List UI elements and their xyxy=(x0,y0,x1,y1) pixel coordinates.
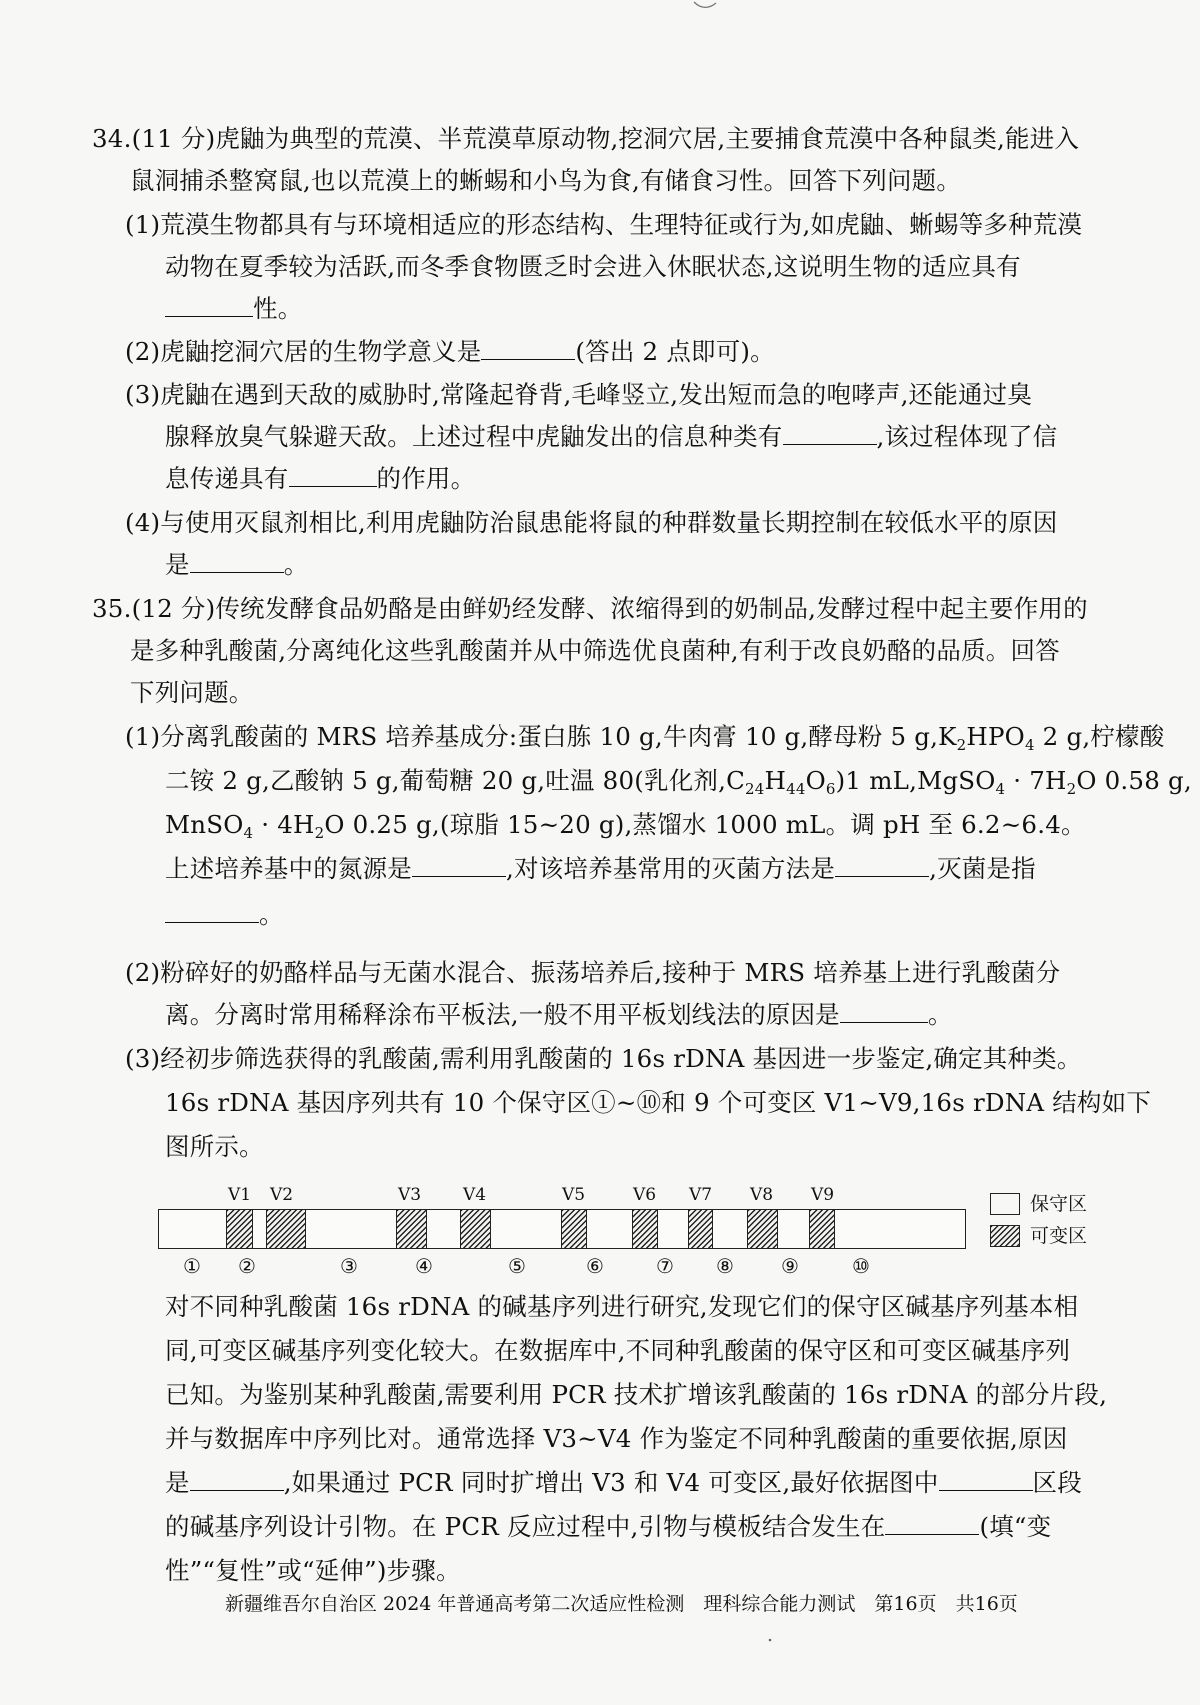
q35-part2-line1: (2)粉碎好的奶酪样品与无菌水混合、振荡培养后,接种于 MRS 培养基上进行乳酸菌分 xyxy=(125,958,1061,987)
label-v7: V7 xyxy=(689,1185,713,1205)
q35-part1-line4: 上述培养基中的氮源是 ,对该培养基常用的灭菌方法是 ,灭菌是指 xyxy=(165,854,1036,883)
label-conserved-2: ② xyxy=(238,1254,256,1278)
label-v4: V4 xyxy=(463,1185,487,1205)
legend-conserved-swatch xyxy=(990,1193,1020,1215)
label-conserved-9: ⑨ xyxy=(781,1254,799,1278)
variable-region-v6 xyxy=(632,1209,658,1249)
q35-intro-line1: 35.(12 分)传统发酵食品奶酪是由鲜奶经发酵、浓缩得到的奶制品,发酵过程中起主要作用的 xyxy=(92,594,1088,623)
variable-region-v2 xyxy=(266,1209,306,1249)
q34-part1-line1: (1)荒漠生物都具有与环境相适应的形态结构、生理特征或行为,如虎鼬、蜥蜴等多种荒漠 xyxy=(125,210,1083,239)
answer-blank[interactable] xyxy=(289,464,377,487)
q34-intro-line2: 鼠洞捕杀整窝鼠,也以荒漠上的蜥蜴和小鸟为食,有储食习性。回答下列问题。 xyxy=(130,166,962,195)
label-conserved-8: ⑧ xyxy=(716,1254,734,1278)
label-conserved-1: ① xyxy=(183,1254,201,1278)
variable-region-v5 xyxy=(561,1209,587,1249)
label-v1: V1 xyxy=(228,1185,252,1205)
q35-part1-line5: 。 xyxy=(165,898,284,932)
q35-part1-line2: 二铵 2 g,乙酸钠 5 g,葡萄糖 20 g,吐温 80(乳化剂$,C_{24}H_{44}O_6)1$ mL,MgSO$_4$ · $7H_2O$ 0.58 g, xyxy=(165,766,1192,798)
label-v3: V3 xyxy=(398,1185,422,1205)
label-conserved-7: ⑦ xyxy=(656,1254,674,1278)
q35-part3b-line6: 的碱基序列设计引物。在 PCR 反应过程中,引物与模板结合发生在 (填“变 xyxy=(165,1512,1052,1541)
q34-part3-line3: 息传递具有 的作用。 xyxy=(165,464,476,493)
variable-region-v3 xyxy=(396,1209,427,1249)
legend-variable-swatch xyxy=(990,1225,1020,1247)
scan-dot xyxy=(760,1635,780,1645)
label-v5: V5 xyxy=(562,1185,586,1205)
answer-blank[interactable] xyxy=(835,854,929,877)
variable-region-v1 xyxy=(226,1209,253,1249)
q34-part4-line2: 是 。 xyxy=(165,550,309,579)
answer-blank[interactable] xyxy=(840,1000,928,1023)
q34-part4-line1: (4)与使用灭鼠剂相比,利用虎鼬防治鼠患能将鼠的种群数量长期控制在较低水平的原因 xyxy=(125,508,1058,537)
q35-intro-line2: 是多种乳酸菌,分离纯化这些乳酸菌并从中筛选优良菌种,有利于改良奶酪的品质。回答 xyxy=(130,636,1060,665)
q35-part3b-line5: 是 ,如果通过 PCR 同时扩增出 V3 和 V4 可变区,最好依据图中 区段 xyxy=(165,1468,1082,1497)
label-conserved-10: ⑩ xyxy=(852,1254,870,1278)
variable-region-v4 xyxy=(460,1209,491,1249)
scan-mark xyxy=(690,0,720,14)
q34-intro-line1: 34.(11 分)虎鼬为典型的荒漠、半荒漠草原动物,挖洞穴居,主要捕食荒漠中各种鼠类,能进入 xyxy=(92,124,1080,153)
legend-conserved-label: 保守区 xyxy=(1030,1193,1088,1215)
q34-part1-line2: 动物在夏季较为活跃,而冬季食物匮乏时会进入休眠状态,这说明生物的适应具有 xyxy=(165,252,1021,281)
variable-region-v9 xyxy=(809,1209,835,1249)
answer-blank[interactable] xyxy=(481,337,575,360)
q35-part3-line2: 16s rDNA 基因序列共有 10 个保守区①~⑩和 9 个可变区 V1~V9,16s rDNA 结构如下 xyxy=(165,1088,1152,1117)
q34-part3-line2: 腺释放臭气躲避天敌。上述过程中虎鼬发出的信息种类有 ,该过程体现了信 xyxy=(165,422,1058,451)
legend-variable-label: 可变区 xyxy=(1030,1225,1088,1247)
q35-part3-line3: 图所示。 xyxy=(165,1132,264,1161)
q35-part3b-line2: 同,可变区碱基序列变化较大。在数据库中,不同种乳酸菌的保守区和可变区碱基序列 xyxy=(165,1336,1071,1365)
answer-blank[interactable] xyxy=(939,1468,1033,1491)
label-v8: V8 xyxy=(750,1185,774,1205)
q35-intro-line3: 下列问题。 xyxy=(130,678,254,707)
variable-region-v7 xyxy=(688,1209,713,1249)
answer-blank[interactable] xyxy=(885,1512,979,1535)
q34-part2: (2)虎鼬挖洞穴居的生物学意义是 (答出 2 点即可)。 xyxy=(125,337,775,366)
answer-blank[interactable] xyxy=(412,854,506,877)
answer-blank[interactable] xyxy=(165,294,253,317)
rdna-structure-diagram xyxy=(158,1185,1108,1285)
variable-region-v8 xyxy=(747,1209,778,1249)
q34-part1-line3: 性。 xyxy=(165,292,302,326)
label-conserved-6: ⑥ xyxy=(586,1254,604,1278)
label-v6: V6 xyxy=(633,1185,657,1205)
q34-part3-line1: (3)虎鼬在遇到天敌的威胁时,常隆起脊背,毛峰竖立,发出短而急的咆哮声,还能通过臭 xyxy=(125,380,1033,409)
answer-blank[interactable] xyxy=(783,422,877,445)
answer-blank[interactable] xyxy=(190,1468,284,1491)
label-conserved-4: ④ xyxy=(415,1254,433,1278)
label-v2: V2 xyxy=(270,1185,294,1205)
q35-part1-line3: MnSO$_4$ · $4H_2O$ 0.25 g,(琼脂 15~20 g),蒸馏水 1000 mL。调 pH 至 6.2~6.4。 xyxy=(165,810,1086,842)
page-footer: 新疆维吾尔自治区 2024 年普通高考第二次适应性检测 理科综合能力测试 第16页 共16页 xyxy=(225,1593,1018,1615)
q35-part2-line2: 离。分离时常用稀释涂布平板法,一般不用平板划线法的原因是 。 xyxy=(165,1000,953,1029)
answer-blank[interactable] xyxy=(190,550,284,573)
label-conserved-3: ③ xyxy=(340,1254,358,1278)
q35-part3-line1: (3)经初步筛选获得的乳酸菌,需利用乳酸菌的 16s rDNA 基因进一步鉴定,确定其种类。 xyxy=(125,1044,1082,1073)
q35-part3b-line4: 并与数据库中序列比对。通常选择 V3~V4 作为鉴定不同种乳酸菌的重要依据,原因 xyxy=(165,1424,1068,1453)
q35-part3b-line1: 对不同种乳酸菌 16s rDNA 的碱基序列进行研究,发现它们的保守区碱基序列基本相 xyxy=(165,1292,1079,1321)
q35-part3b-line7: 性”“复性”或“延伸”)步骤。 xyxy=(165,1556,461,1585)
q35-part3b-line3: 已知。为鉴别某种乳酸菌,需要利用 PCR 技术扩增该乳酸菌的 16s rDNA 的部分片段, xyxy=(165,1380,1108,1409)
answer-blank[interactable] xyxy=(165,900,259,923)
q35-part1-line1: (1)分离乳酸菌的 MRS 培养基成分:蛋白胨 10 g,牛肉膏 10 g,酵母粉 5 $g,K_2HPO_4$ 2 g,柠檬酸 xyxy=(125,722,1165,754)
label-v9: V9 xyxy=(811,1185,835,1205)
label-conserved-5: ⑤ xyxy=(508,1254,526,1278)
